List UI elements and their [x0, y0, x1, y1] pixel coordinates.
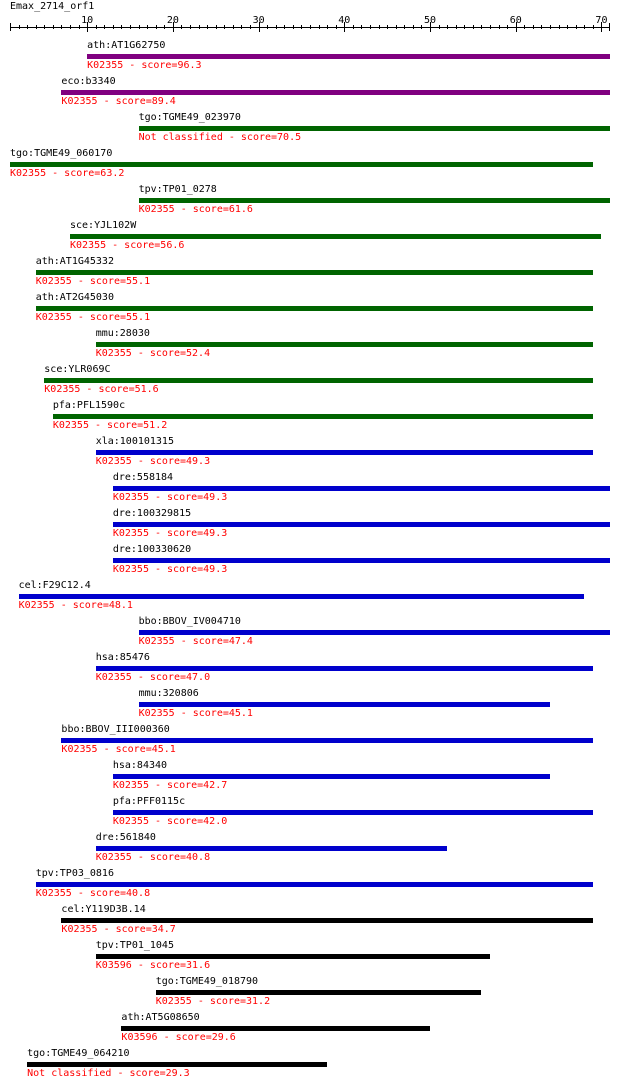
axis-tick-label: 30: [252, 15, 265, 26]
hit-score-label: K02355 - score=55.1: [35, 276, 151, 287]
hit-bar[interactable]: [87, 54, 610, 59]
hit-bar[interactable]: [113, 774, 550, 779]
hit-bar[interactable]: [139, 702, 550, 707]
hit-bar[interactable]: [139, 630, 610, 635]
hit-name-link[interactable]: ath:AT5G08650: [121, 1012, 200, 1023]
hit-score-label: K02355 - score=34.7: [61, 924, 176, 935]
hit-bar[interactable]: [139, 126, 610, 131]
hit-score-label: K02355 - score=56.6: [70, 240, 185, 251]
hit-name-link[interactable]: sce:YLR069C: [44, 364, 111, 375]
hit-score-label: K02355 - score=55.1: [35, 312, 151, 323]
hit-name-link[interactable]: ath:AT2G45030: [35, 292, 114, 303]
hit-bar[interactable]: [44, 378, 593, 383]
hit-name-link[interactable]: ath:AT1G45332: [35, 256, 114, 267]
hit-score-label: Not classified - score=70.5: [138, 132, 302, 143]
hit-name-link[interactable]: mmu:320806: [138, 688, 199, 699]
hit-name-link[interactable]: tgo:TGME49_060170: [10, 148, 113, 159]
hit-bar[interactable]: [96, 954, 490, 959]
hit-bar[interactable]: [96, 666, 593, 671]
hit-name-link[interactable]: pfa:PFF0115c: [112, 796, 186, 807]
hit-name-link[interactable]: hsa:85476: [95, 652, 150, 663]
hit-name-link[interactable]: cel:Y119D3B.14: [61, 904, 146, 915]
hit-bar[interactable]: [113, 558, 610, 563]
hit-score-label: K02355 - score=52.4: [95, 348, 211, 359]
hit-name-link[interactable]: tpv:TP03_0816: [35, 868, 114, 879]
hit-bar[interactable]: [156, 990, 482, 995]
hit-bar[interactable]: [113, 486, 610, 491]
hit-name-link[interactable]: dre:100330620: [112, 544, 192, 555]
hit-name-link[interactable]: ath:AT1G62750: [87, 40, 166, 51]
hit-bar[interactable]: [96, 846, 447, 851]
axis-tick-label: 10: [81, 15, 94, 26]
hit-name-link[interactable]: hsa:84340: [112, 760, 168, 771]
query-title: Emax_2714_orf1: [10, 1, 95, 12]
axis-tick-label: 50: [424, 15, 437, 26]
hit-bar[interactable]: [113, 522, 610, 527]
hit-score-label: K02355 - score=89.4: [61, 96, 176, 107]
hit-bar[interactable]: [36, 270, 593, 275]
hit-name-link[interactable]: pfa:PFL1590c: [52, 400, 126, 411]
hit-name-link[interactable]: tpv:TP01_1045: [95, 940, 174, 951]
hit-name-link[interactable]: xla:100101315: [95, 436, 174, 447]
hit-name-link[interactable]: bbo:BBOV_III000360: [61, 724, 170, 735]
hit-bar[interactable]: [70, 234, 601, 239]
axis-tick-label: 20: [166, 15, 179, 26]
hit-bar[interactable]: [36, 882, 593, 887]
hit-bar[interactable]: [61, 738, 592, 743]
hit-score-label: K02355 - score=31.2: [155, 996, 271, 1007]
hit-bar[interactable]: [139, 198, 610, 203]
hit-score-label: K02355 - score=42.7: [112, 780, 228, 791]
hit-bar[interactable]: [36, 306, 593, 311]
hit-score-label: K02355 - score=49.3: [112, 564, 228, 575]
hit-bar[interactable]: [96, 342, 593, 347]
axis-tick-label: 70: [595, 15, 608, 26]
hit-name-link[interactable]: bbo:BBOV_IV004710: [138, 616, 241, 627]
hit-score-label: K02355 - score=51.2: [52, 420, 168, 431]
hit-score-label: K02355 - score=51.6: [44, 384, 159, 395]
hit-name-link[interactable]: tgo:TGME49_064210: [27, 1048, 130, 1059]
hit-name-link[interactable]: cel:F29C12.4: [18, 580, 91, 591]
hit-name-link[interactable]: tpv:TP01_0278: [138, 184, 217, 195]
hit-bar[interactable]: [19, 594, 585, 599]
hit-score-label: K02355 - score=49.3: [112, 528, 228, 539]
hit-name-link[interactable]: tgo:TGME49_018790: [155, 976, 259, 987]
hit-score-label: K02355 - score=45.1: [138, 708, 253, 719]
hit-name-link[interactable]: tgo:TGME49_023970: [138, 112, 241, 123]
hit-score-label: K02355 - score=49.3: [112, 492, 228, 503]
hit-score-label: Not classified - score=29.3: [27, 1068, 190, 1079]
hit-score-label: K02355 - score=48.1: [18, 600, 133, 611]
hit-bar[interactable]: [27, 1062, 327, 1067]
hit-bar[interactable]: [121, 1026, 430, 1031]
hit-score-label: K02355 - score=96.3: [87, 60, 202, 71]
hit-score-label: K02355 - score=49.3: [95, 456, 211, 467]
hit-score-label: K02355 - score=42.0: [112, 816, 228, 827]
hit-score-label: K02355 - score=45.1: [61, 744, 176, 755]
hit-bar[interactable]: [61, 918, 592, 923]
hit-name-link[interactable]: eco:b3340: [61, 76, 116, 87]
hit-name-link[interactable]: mmu:28030: [95, 328, 150, 339]
axis-tick-label: 40: [338, 15, 351, 26]
hit-bar[interactable]: [96, 450, 593, 455]
axis-tick-label: 60: [509, 15, 522, 26]
hit-name-link[interactable]: sce:YJL102W: [70, 220, 137, 231]
hit-score-label: K02355 - score=40.8: [95, 852, 211, 863]
hit-bar[interactable]: [113, 810, 593, 815]
hit-score-label: K02355 - score=47.0: [95, 672, 211, 683]
hit-score-label: K03596 - score=29.6: [121, 1032, 236, 1043]
hit-name-link[interactable]: dre:558184: [112, 472, 174, 483]
hit-bar[interactable]: [10, 162, 593, 167]
hit-score-label: K02355 - score=47.4: [138, 636, 253, 647]
hit-name-link[interactable]: dre:561840: [95, 832, 156, 843]
hit-score-label: K02355 - score=40.8: [35, 888, 151, 899]
hit-bar[interactable]: [61, 90, 610, 95]
hit-bar[interactable]: [53, 414, 593, 419]
hit-score-label: K02355 - score=63.2: [10, 168, 125, 179]
hit-score-label: K02355 - score=61.6: [138, 204, 253, 215]
hit-name-link[interactable]: dre:100329815: [112, 508, 192, 519]
hit-score-label: K03596 - score=31.6: [95, 960, 211, 971]
